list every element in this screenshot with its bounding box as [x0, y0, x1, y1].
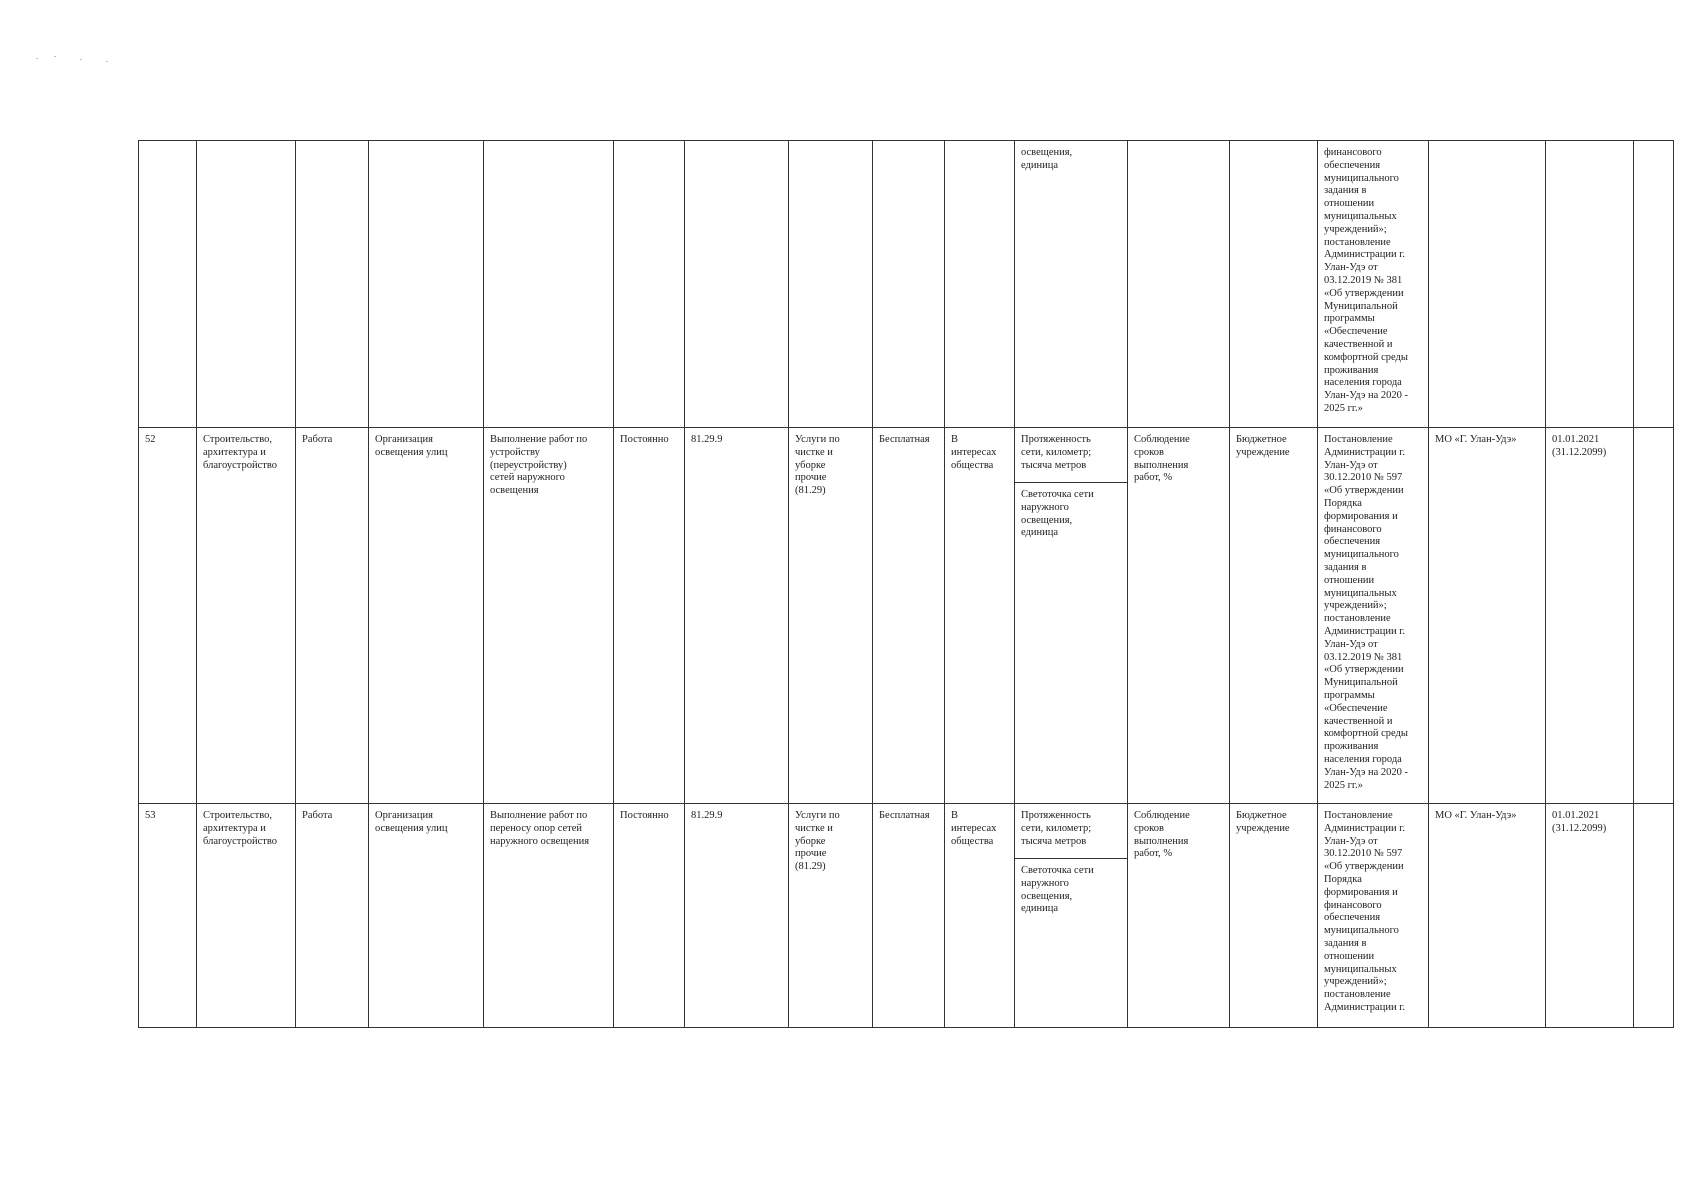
- cell-performer: [1230, 141, 1318, 428]
- services-registry-table: [138, 140, 1674, 1028]
- cell-dates: 01.01.2021 (31.12.2099): [1546, 428, 1634, 804]
- cell-sphere: Строительство, архитектура и благоустройство: [197, 428, 296, 804]
- table-row: [139, 428, 1674, 804]
- cell-content: Выполнение работ по переносу опор сетей наружного освещения: [484, 804, 614, 1028]
- cell-indicators: [1015, 428, 1128, 804]
- cell-name: [369, 141, 484, 428]
- cell-name: Организация освещения улиц: [369, 428, 484, 804]
- cell-okpd: Услуги по чистке и уборке прочие (81.29): [789, 804, 873, 1028]
- indicator-item: Протяженность сети, километр; тысяча метров: [1015, 804, 1127, 859]
- cell-period: Постоянно: [614, 804, 685, 1028]
- cell-sphere: Строительство, архитектура и благоустройство: [197, 804, 296, 1028]
- cell-indicators: [1015, 804, 1128, 1028]
- cell-num: 52: [139, 428, 197, 804]
- cell-owner: МО «Г. Улан-Удэ»: [1429, 428, 1546, 804]
- cell-dates: [1546, 141, 1634, 428]
- cell-num: 53: [139, 804, 197, 1028]
- cell-legal: финансового обеспечения муниципального задания в отношении муниципальных учреждений»; постановление Администрации г. Улан-Удэ от 03.12.2019 № 381 «Об утверждении Муниципальной программы «Обеспечение качественной и комфортной среды проживания населения города Улан-Удэ на 2020 - 2025 гг.»: [1318, 141, 1429, 428]
- cell-type: Работа: [296, 804, 369, 1028]
- cell-period: [614, 141, 685, 428]
- cell-performer: Бюджетное учреждение: [1230, 804, 1318, 1028]
- cell-name: Организация освещения улиц: [369, 804, 484, 1028]
- table-row: [139, 141, 1674, 428]
- cell-interest: В интересах общества: [945, 428, 1015, 804]
- cell-okpd: Услуги по чистке и уборке прочие (81.29): [789, 428, 873, 804]
- cell-quality: [1128, 141, 1230, 428]
- cell-okpd: [789, 141, 873, 428]
- cell-legal: Постановление Администрации г. Улан-Удэ от 30.12.2010 № 597 «Об утверждении Порядка формирования и финансового обеспечения муниципального задания в отношении муниципальных учреждений»; постановление Администрации г. Улан-Удэ от 03.12.2019 № 381 «Об утверждении Муниципальной программы «Обеспечение качественной и комфортной среды проживания населения города Улан-Удэ на 2020 - 2025 гг.»: [1318, 428, 1429, 804]
- cell-quality: Соблюдение сроков выполнения работ, %: [1128, 428, 1230, 804]
- table-row: [139, 804, 1674, 1028]
- cell-empty: [1634, 428, 1674, 804]
- cell-quality: Соблюдение сроков выполнения работ, %: [1128, 804, 1230, 1028]
- cell-interest: [945, 141, 1015, 428]
- cell-empty: [1634, 804, 1674, 1028]
- cell-indicators: [1015, 141, 1128, 428]
- cell-legal: Постановление Администрации г. Улан-Удэ от 30.12.2010 № 597 «Об утверждении Порядка формирования и финансового обеспечения муниципального задания в отношении муниципальных учреждений»; постановление Администрации г.: [1318, 804, 1429, 1028]
- scan-artifact: [36, 52, 116, 66]
- indicator-item: освещения, единица: [1021, 147, 1073, 171]
- cell-sphere: [197, 141, 296, 428]
- cell-type: [296, 141, 369, 428]
- cell-owner: МО «Г. Улан-Удэ»: [1429, 804, 1546, 1028]
- cell-okved: 81.29.9: [685, 804, 789, 1028]
- cell-content: Выполнение работ по устройству (переустройству) сетей наружного освещения: [484, 428, 614, 804]
- indicator-item: Протяженность сети, километр; тысяча метров: [1015, 428, 1127, 483]
- cell-pay: [873, 141, 945, 428]
- cell-pay: Бесплатная: [873, 804, 945, 1028]
- cell-okved: 81.29.9: [685, 428, 789, 804]
- cell-performer: Бюджетное учреждение: [1230, 428, 1318, 804]
- cell-period: Постоянно: [614, 428, 685, 804]
- cell-empty: [1634, 141, 1674, 428]
- indicator-item: Светоточка сети наружного освещения, единица: [1021, 865, 1094, 915]
- cell-content: [484, 141, 614, 428]
- cell-owner: [1429, 141, 1546, 428]
- indicator-item: Светоточка сети наружного освещения, единица: [1021, 489, 1094, 539]
- cell-type: Работа: [296, 428, 369, 804]
- cell-dates: 01.01.2021 (31.12.2099): [1546, 804, 1634, 1028]
- table-body: [139, 141, 1674, 1028]
- cell-okved: [685, 141, 789, 428]
- cell-interest: В интересах общества: [945, 804, 1015, 1028]
- cell-num: [139, 141, 197, 428]
- cell-pay: Бесплатная: [873, 428, 945, 804]
